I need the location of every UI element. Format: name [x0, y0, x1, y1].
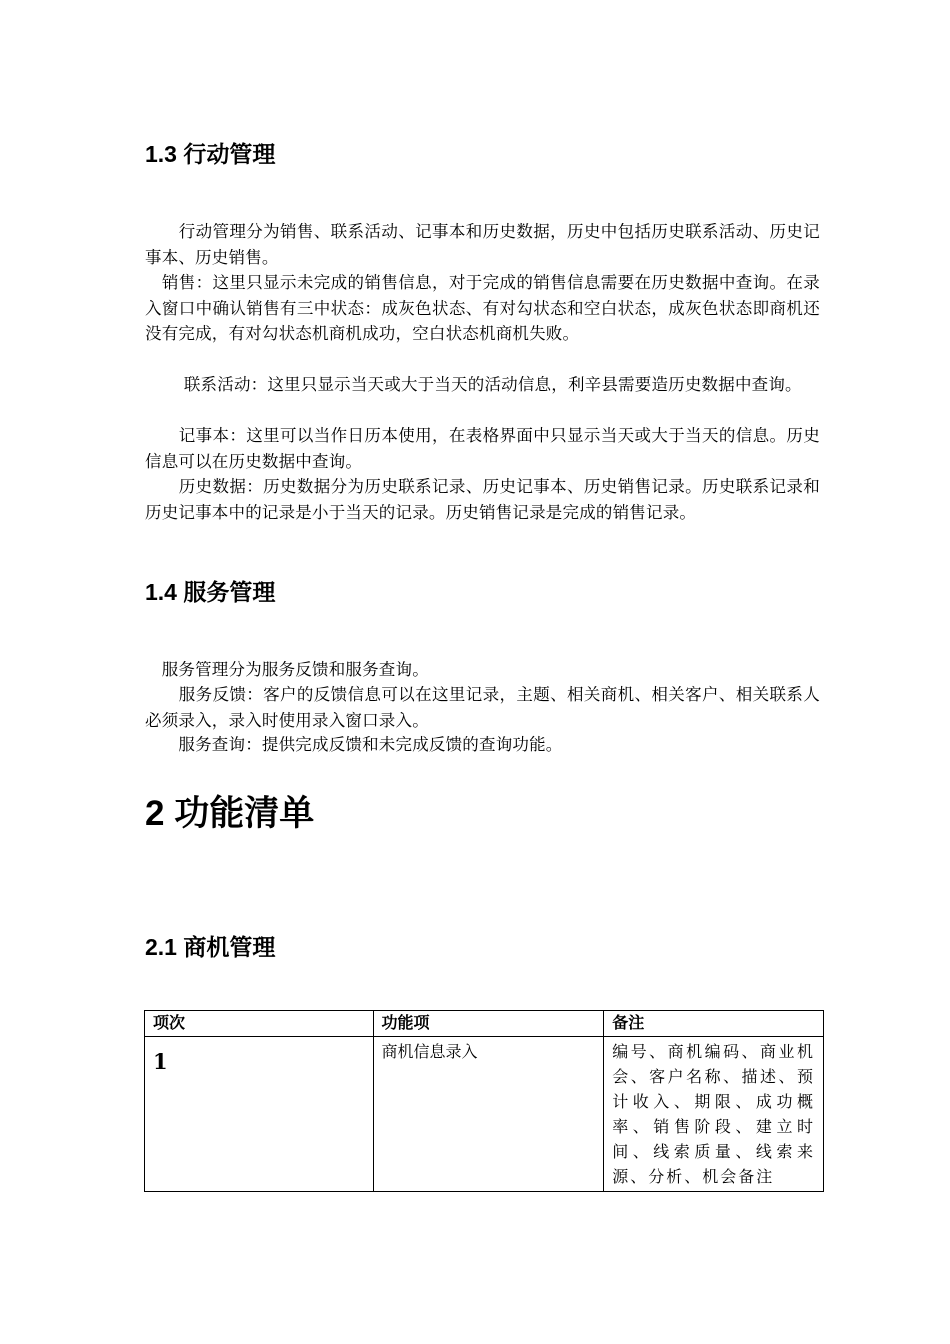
section-heading-1-3: 1.3 行动管理	[145, 141, 276, 167]
cell-feature: 商机信息录入	[373, 1037, 604, 1192]
paragraph-service-query: 服务查询：提供完成反馈和未完成反馈的查询功能。	[145, 735, 563, 754]
paragraph-service-feedback: 服务反馈：客户的反馈信息可以在这里记录，主题、相关商机、相关客户、相关联系人必须录入，录入时使用录入窗口录入。	[145, 685, 820, 730]
section-heading-2-1: 2.1 商机管理	[145, 934, 276, 960]
feature-table	[144, 1010, 824, 1192]
header-item-number: 项次	[145, 1011, 374, 1037]
table-header-row	[145, 1011, 824, 1037]
section-heading-1-4: 1.4 服务管理	[145, 579, 276, 605]
paragraph-sales: 销售：这里只显示未完成的销售信息，对于完成的销售信息需要在历史数据中查询。在录入窗口中确认销售有三中状态：成灰色状态、有对勾状态和空白状态，成灰色状态即商机还没有完成，有对勾状态机商机成功，空白状态机商机失败。	[145, 273, 820, 343]
item-number: 1	[153, 1049, 168, 1074]
cell-notes: 编号、商机编码、商业机会、客户名称、描述、预计收入、期限、成功概率、销售阶段、建立时间、线索质量、线索来源、分析、机会备注	[604, 1037, 824, 1192]
header-feature: 功能项	[373, 1011, 604, 1037]
paragraph-action-overview: 行动管理分为销售、联系活动、记事本和历史数据，历史中包括历史联系活动、历史记事本、历史销售。	[145, 222, 820, 267]
paragraph-notebook: 记事本：这里可以当作日历本使用，在表格界面中只显示当天或大于当天的信息。历史信息可以在历史数据中查询。	[145, 426, 820, 471]
paragraph-history-data: 历史数据：历史数据分为历史联系记录、历史记事本、历史销售记录。历史联系记录和历史记事本中的记录是小于当天的记录。历史销售记录是完成的销售记录。	[145, 477, 820, 522]
paragraph-service-overview: 服务管理分为服务反馈和服务查询。	[145, 660, 429, 679]
header-notes: 备注	[604, 1011, 824, 1037]
paragraph-contact-activity: 联系活动：这里只显示当天或大于当天的活动信息，利辛县需要造历史数据中查询。	[145, 375, 802, 394]
table-row	[145, 1037, 824, 1192]
cell-item-number	[145, 1037, 374, 1192]
chapter-heading-2: 2 功能清单	[145, 794, 315, 833]
